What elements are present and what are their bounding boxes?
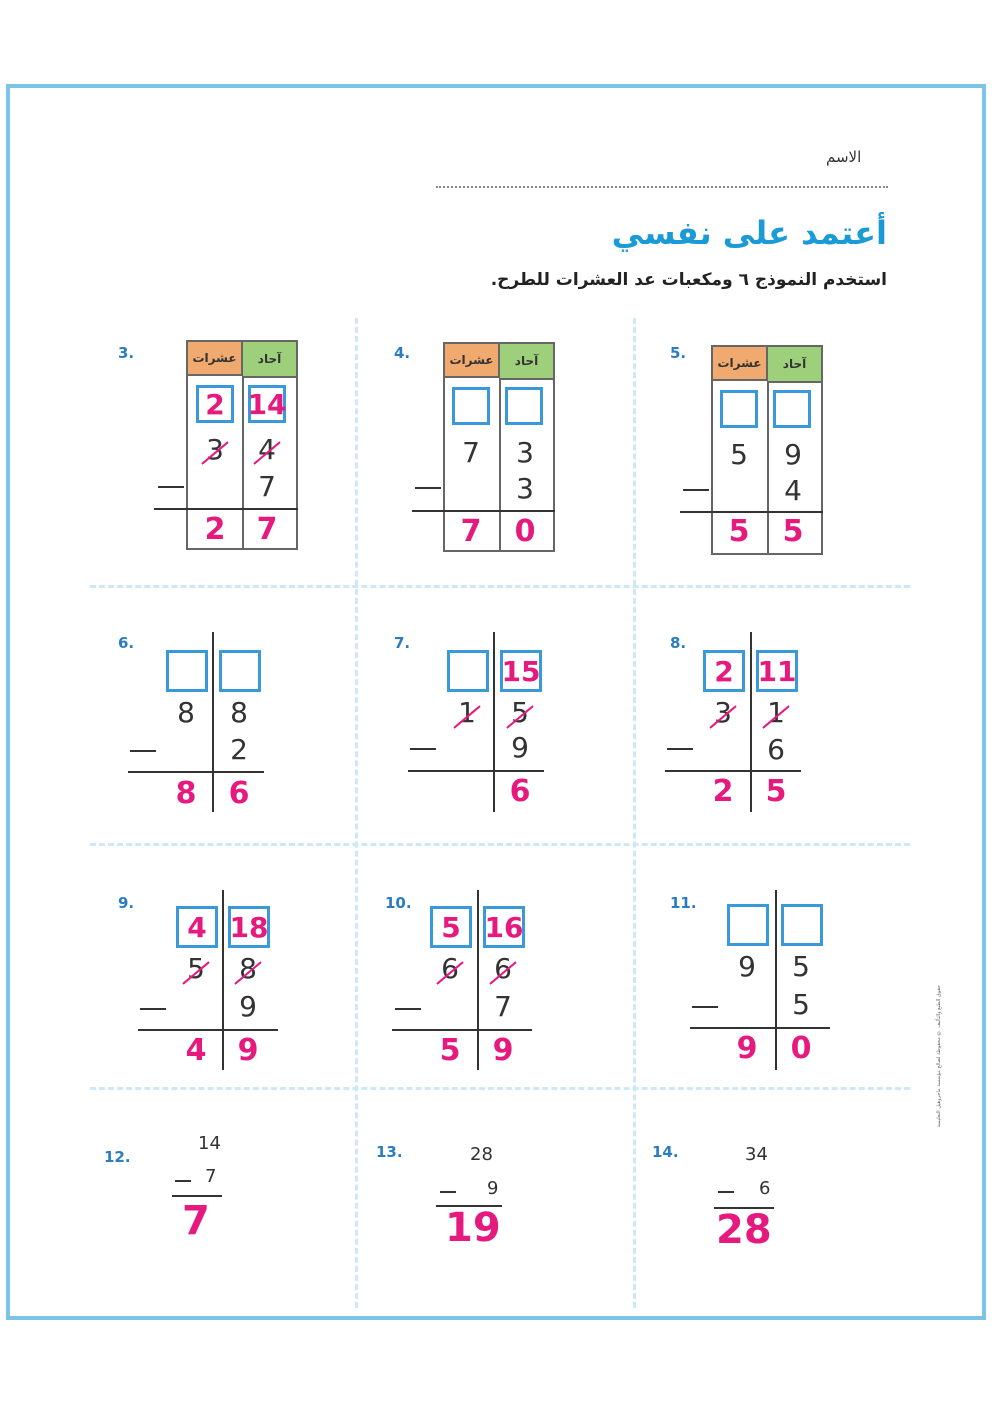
regroup-tens-box[interactable] <box>727 904 769 946</box>
column-line <box>767 381 769 553</box>
minus-sign <box>667 748 693 750</box>
answer-tens[interactable]: 5 <box>439 1033 461 1068</box>
regroup-tens-box[interactable] <box>166 650 208 692</box>
tens-header: عشرات <box>713 347 768 381</box>
minus-sign <box>130 750 156 752</box>
regroup-ones-box[interactable] <box>773 390 811 428</box>
ones-header: آحاد <box>243 342 296 378</box>
minus-sign <box>415 487 441 489</box>
answer-tens[interactable]: 7 <box>460 514 482 549</box>
subtrahend-digit: 2 <box>230 733 248 766</box>
name-label: الاسم <box>826 148 862 166</box>
subtrahend-digit: 9 <box>511 731 529 764</box>
answer-line <box>138 1029 278 1031</box>
answer-line <box>392 1029 532 1031</box>
answer-tens[interactable]: 2 <box>712 774 734 809</box>
regroup-tens-box[interactable] <box>447 650 489 692</box>
instructions: استخدم النموذج ٦ ومكعبات عد العشرات للطرح. <box>490 270 887 290</box>
problem-number: 3. <box>118 344 135 362</box>
regroup-tens-box[interactable]: 4 <box>176 906 218 948</box>
subtrahend-digit: 6 <box>767 733 785 766</box>
subtrahend-digit: 3 <box>516 472 534 505</box>
answer-line <box>680 511 823 513</box>
answer-tens[interactable]: 8 <box>175 776 197 811</box>
problem-number: 12. <box>104 1148 131 1166</box>
tens-digit: 5 <box>730 438 748 471</box>
answer-ones[interactable]: 7 <box>256 512 278 547</box>
problem-number: 14. <box>652 1143 679 1161</box>
tens-digit: 1 <box>458 696 476 729</box>
row-divider <box>90 843 910 846</box>
regroup-ones-box[interactable]: 11 <box>756 650 798 692</box>
column-divider <box>355 318 358 1308</box>
tens-header: عشرات <box>188 342 243 376</box>
column-line <box>242 376 244 548</box>
minus-sign <box>692 1006 718 1008</box>
answer-line <box>690 1027 830 1029</box>
problem-number: 9. <box>118 894 135 912</box>
row-divider <box>90 585 910 588</box>
ones-digit: 8 <box>230 696 248 729</box>
tens-digit: 5 <box>187 952 205 985</box>
subtrahend-digit: 9 <box>239 990 257 1023</box>
regroup-ones-box[interactable] <box>505 387 543 425</box>
minus-sign <box>175 1180 191 1182</box>
answer-line <box>412 510 555 512</box>
problem-number: 4. <box>394 344 411 362</box>
answer-ones[interactable]: 6 <box>228 776 250 811</box>
problem-number: 13. <box>376 1143 403 1161</box>
regroup-tens-box[interactable] <box>452 387 490 425</box>
ones-digit: 3 <box>516 436 534 469</box>
problem-number: 11. <box>670 894 697 912</box>
problem-number: 10. <box>385 894 412 912</box>
subtrahend: 9 <box>487 1178 499 1199</box>
answer-tens[interactable]: 5 <box>728 514 750 549</box>
page-title: أعتمد على نفسي <box>611 214 887 252</box>
problem-number: 6. <box>118 634 135 652</box>
answer-ones[interactable]: 0 <box>790 1031 812 1066</box>
ones-digit: 9 <box>784 438 802 471</box>
column-line <box>222 890 224 1070</box>
minuend: 14 <box>198 1133 221 1154</box>
regroup-ones-box[interactable] <box>219 650 261 692</box>
minus-sign <box>683 489 709 491</box>
subtrahend-digit: 5 <box>792 988 810 1021</box>
column-line <box>750 632 752 812</box>
answer[interactable]: 19 <box>445 1205 501 1251</box>
row-divider <box>90 1087 910 1090</box>
answer-ones[interactable]: 9 <box>492 1033 514 1068</box>
column-line <box>493 632 495 812</box>
column-divider <box>633 318 636 1308</box>
minuend: 34 <box>745 1144 768 1165</box>
answer-ones[interactable]: 5 <box>765 774 787 809</box>
ones-digit: 1 <box>767 696 785 729</box>
answer-ones[interactable]: 9 <box>237 1033 259 1068</box>
regroup-tens-box[interactable]: 5 <box>430 906 472 948</box>
ones-digit: 4 <box>258 433 276 466</box>
tens-digit: 7 <box>462 436 480 469</box>
answer-line <box>408 770 544 772</box>
minus-sign <box>718 1191 734 1193</box>
regroup-ones-box[interactable]: 16 <box>483 906 525 948</box>
minuend: 28 <box>470 1144 493 1165</box>
minus-sign <box>410 748 436 750</box>
tens-digit: 3 <box>714 696 732 729</box>
minus-sign <box>395 1008 421 1010</box>
subtrahend-digit: 7 <box>258 470 276 503</box>
answer-ones[interactable]: 0 <box>514 514 536 549</box>
answer-tens[interactable]: 9 <box>736 1031 758 1066</box>
problem-number: 8. <box>670 634 687 652</box>
answer[interactable]: 7 <box>182 1198 210 1244</box>
column-line <box>499 378 501 550</box>
column-line <box>212 632 214 812</box>
subtrahend: 6 <box>759 1178 771 1199</box>
regroup-tens-box[interactable] <box>720 390 758 428</box>
ones-digit: 5 <box>511 696 529 729</box>
subtrahend-digit: 4 <box>784 474 802 507</box>
regroup-ones-box[interactable]: 18 <box>228 906 270 948</box>
ones-digit: 8 <box>239 952 257 985</box>
minus-sign <box>440 1191 456 1193</box>
answer-line <box>154 508 298 510</box>
tens-header: عشرات <box>445 344 500 378</box>
answer-line <box>128 771 264 773</box>
column-line <box>477 890 479 1070</box>
subtrahend: 7 <box>205 1166 217 1187</box>
regroup-ones-box[interactable]: 14 <box>248 385 286 423</box>
regroup-tens-box[interactable]: 2 <box>703 650 745 692</box>
tens-digit: 3 <box>206 433 224 466</box>
answer-ones[interactable]: 6 <box>509 774 531 809</box>
answer-tens[interactable]: 2 <box>204 512 226 547</box>
ones-digit: 6 <box>494 952 512 985</box>
regroup-tens-box[interactable]: 2 <box>196 385 234 423</box>
ones-digit: 5 <box>792 950 810 983</box>
minus-sign <box>140 1008 166 1010</box>
tens-digit: 9 <box>738 950 756 983</box>
problem-number: 5. <box>670 344 687 362</box>
tens-digit: 6 <box>441 952 459 985</box>
answer-line <box>172 1195 222 1197</box>
column-line <box>775 890 777 1070</box>
subtrahend-digit: 7 <box>494 990 512 1023</box>
tens-digit: 8 <box>177 696 195 729</box>
copyright-note: حقوق الطبع والتأليف © محفوظة لصالح مؤسسة ماجروهيل التعليمية <box>936 985 942 1128</box>
name-input-line[interactable] <box>436 186 888 188</box>
ones-header: آحاد <box>500 344 553 380</box>
minus-sign <box>158 486 184 488</box>
answer[interactable]: 28 <box>716 1207 772 1253</box>
regroup-ones-box[interactable]: 15 <box>500 650 542 692</box>
problem-number: 7. <box>394 634 411 652</box>
answer-line <box>665 770 801 772</box>
ones-header: آحاد <box>768 347 821 383</box>
answer-ones[interactable]: 5 <box>782 514 804 549</box>
answer-tens[interactable]: 4 <box>185 1033 207 1068</box>
regroup-ones-box[interactable] <box>781 904 823 946</box>
